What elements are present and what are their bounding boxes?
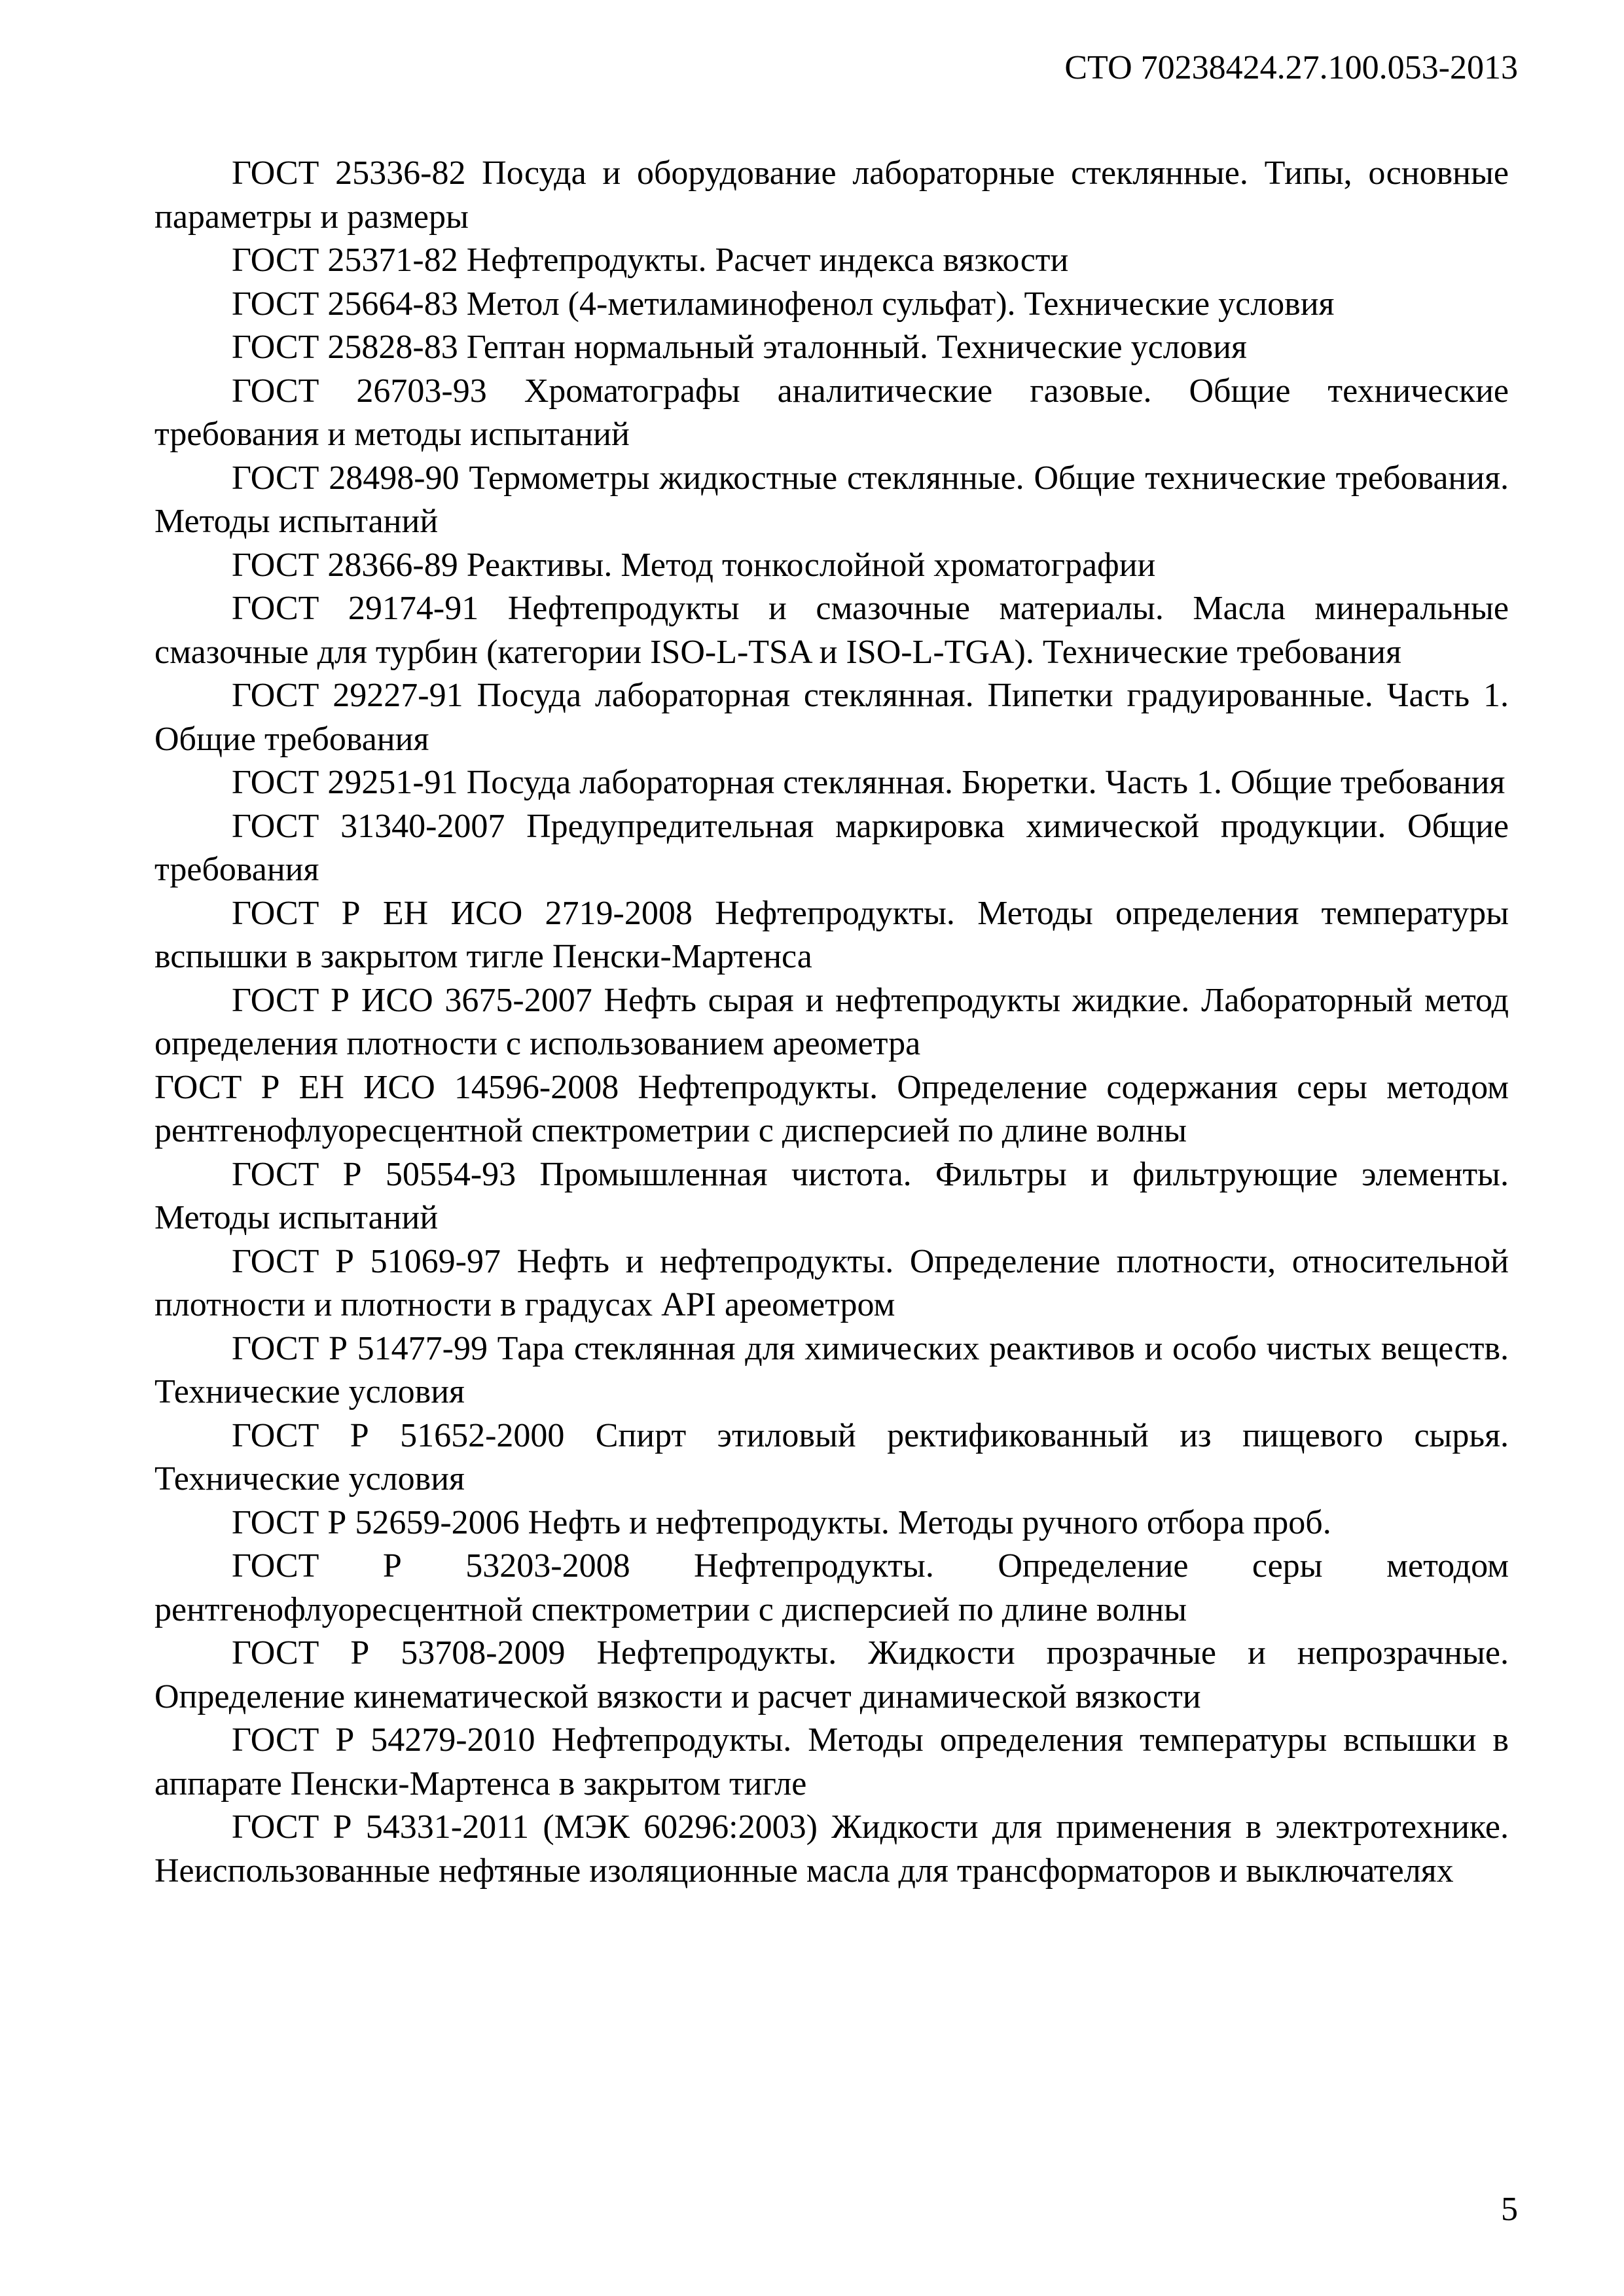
reference-item: ГОСТ 28366-89 Реактивы. Метод тонкослойной хроматографии — [232, 546, 1156, 584]
reference-item: ГОСТ Р 52659-2006 Нефть и нефтепродукты. Методы ручного отбора проб. — [232, 1503, 1331, 1541]
reference-item: ГОСТ 25664-83 Метол (4-метиламинофенол сульфат). Технические условия — [232, 285, 1335, 323]
page-number: 5 — [1501, 2191, 1518, 2228]
reference-item: ГОСТ 29227-91 Посуда лабораторная стеклянная. Пипетки градуированные. Часть 1. Общие требования — [154, 677, 1509, 758]
reference-item: ГОСТ 29251-91 Посуда лабораторная стеклянная. Бюретки. Часть 1. Общие требования — [232, 764, 1506, 801]
reference-item: ГОСТ Р 53708-2009 Нефтепродукты. Жидкости прозрачные и непрозрачные. Определение кинематической вязкости и расчет динамической вязкости — [154, 1634, 1509, 1715]
reference-item: ГОСТ 25371-82 Нефтепродукты. Расчет индекса вязкости — [232, 242, 1069, 279]
reference-item: ГОСТ Р 54331-2011 (МЭК 60296:2003) Жидкости для применения в электротехнике. Неиспользованные нефтяные изоляционные масла для трансформаторов и выключателях — [154, 1808, 1509, 1890]
normative-references-list — [154, 152, 1509, 1893]
reference-item: ГОСТ Р 51652-2000 Спирт этиловый ректификованный из пищевого сырья. Технические условия — [154, 1416, 1509, 1498]
reference-item: ГОСТ 25336-82 Посуда и оборудование лабораторные стеклянные. Типы, основные параметры и размеры — [154, 154, 1509, 236]
reference-item: ГОСТ 25828-83 Гептан нормальный эталонный. Технические условия — [232, 329, 1247, 366]
reference-item: ГОСТ Р 53203-2008 Нефтепродукты. Определение серы методом рентгенофлуоресцентной спектрометрии с дисперсией по длине волны — [154, 1547, 1509, 1628]
reference-item: ГОСТ Р 51477-99 Тара стеклянная для химических реактивов и особо чистых веществ. Технические условия — [154, 1329, 1509, 1410]
reference-item: ГОСТ 31340-2007 Предупредительная маркировка химической продукции. Общие требования — [154, 807, 1509, 888]
document-code-header: СТО 70238424.27.100.053-2013 — [1064, 49, 1518, 86]
reference-item: ГОСТ Р 54279-2010 Нефтепродукты. Методы определения температуры вспышки в аппарате Пенски-Мартенса в закрытом тигле — [154, 1721, 1509, 1803]
reference-item: ГОСТ Р ЕН ИСО 2719-2008 Нефтепродукты. Методы определения температуры вспышки в закрытом тигле Пенски-Мартенса — [154, 894, 1509, 975]
reference-item: ГОСТ 29174-91 Нефтепродукты и смазочные материалы. Масла минеральные смазочные для турбин (категории ISO-L-TSA и ISO-L-TGA). Технические требования — [154, 590, 1509, 671]
reference-item: ГОСТ 26703-93 Хроматографы аналитические газовые. Общие технические требования и методы испытаний — [154, 372, 1509, 453]
reference-item: ГОСТ Р ИСО 3675-2007 Нефть сырая и нефтепродукты жидкие. Лабораторный метод определения плотности с использованием ареометра — [154, 981, 1509, 1062]
reference-item: ГОСТ Р 51069-97 Нефть и нефтепродукты. Определение плотности, относительной плотности и плотности в градусах API ареометром — [154, 1242, 1509, 1323]
reference-item: ГОСТ 28498-90 Термометры жидкостные стеклянные. Общие технические требования. Методы испытаний — [154, 459, 1509, 540]
reference-item: ГОСТ Р 50554-93 Промышленная чистота. Фильтры и фильтрующие элементы. Методы испытаний — [154, 1155, 1509, 1236]
reference-item: ГОСТ Р ЕН ИСО 14596-2008 Нефтепродукты. Определение содержания серы методом рентгенофлуоресцентной спектрометрии с дисперсией по длине волны — [154, 1068, 1509, 1149]
